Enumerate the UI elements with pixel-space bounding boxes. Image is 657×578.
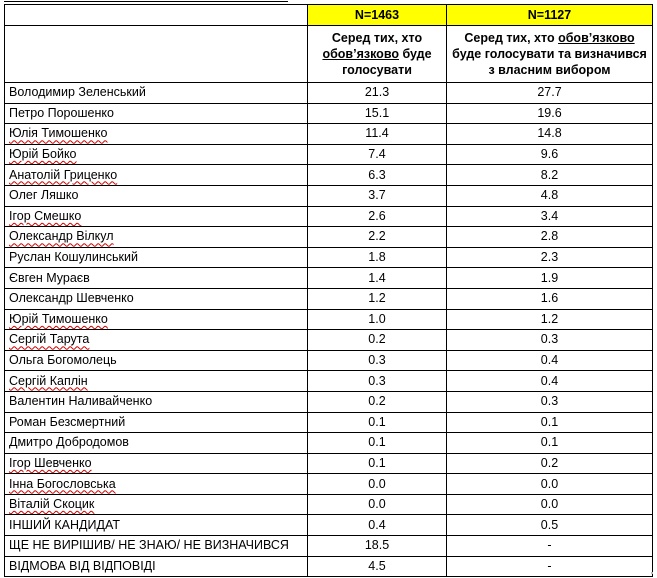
candidate-name-text: Юлія Тимошенко bbox=[9, 126, 108, 141]
value-col2: 1.0 bbox=[308, 309, 447, 330]
candidate-name: Олег Ляшко bbox=[5, 185, 308, 206]
candidate-name-text: Юрій Бойко bbox=[9, 147, 77, 162]
value-col2: 6.3 bbox=[308, 165, 447, 186]
top-rule bbox=[4, 1, 288, 2]
value-col2: 0.3 bbox=[308, 350, 447, 371]
candidate-name: Валентин Наливайченко bbox=[5, 391, 308, 412]
header-sub-col2 bbox=[308, 26, 447, 83]
value-col3: 1.6 bbox=[447, 288, 653, 309]
value-col2: 15.1 bbox=[308, 103, 447, 124]
value-col2: 2.6 bbox=[308, 206, 447, 227]
candidate-name: Дмитро Добродомов bbox=[5, 433, 308, 454]
value-col3: 19.6 bbox=[447, 103, 653, 124]
table-row bbox=[5, 268, 653, 289]
table-row bbox=[5, 288, 653, 309]
table-row bbox=[5, 206, 653, 227]
table-row bbox=[5, 371, 653, 392]
value-col2: 0.3 bbox=[308, 371, 447, 392]
candidate-name: Євген Мураєв bbox=[5, 268, 308, 289]
candidate-name: ІНШИЙ КАНДИДАТ bbox=[5, 515, 308, 536]
table-row bbox=[5, 83, 653, 104]
table-row bbox=[5, 103, 653, 124]
header-sub-blank bbox=[5, 26, 308, 83]
value-col2: 2.2 bbox=[308, 227, 447, 248]
corner-mark bbox=[651, 572, 653, 574]
candidate-name bbox=[5, 144, 308, 165]
value-col3: 3.4 bbox=[447, 206, 653, 227]
candidate-name: Роман Безсмертний bbox=[5, 412, 308, 433]
candidate-name-text: Сергій Тарута bbox=[9, 332, 90, 347]
value-col3: 0.0 bbox=[447, 494, 653, 515]
table-row bbox=[5, 453, 653, 474]
table-row bbox=[5, 330, 653, 351]
candidate-name bbox=[5, 494, 308, 515]
header-sub-col3 bbox=[447, 26, 653, 83]
value-col2: 0.1 bbox=[308, 412, 447, 433]
table-row bbox=[5, 536, 653, 557]
value-col2: 0.1 bbox=[308, 433, 447, 454]
table-row bbox=[5, 350, 653, 371]
value-col3: 0.2 bbox=[447, 453, 653, 474]
candidate-name-text: Ігор Шевченко bbox=[9, 455, 92, 470]
value-col3: 14.8 bbox=[447, 124, 653, 145]
value-col2: 1.2 bbox=[308, 288, 447, 309]
table-row bbox=[5, 391, 653, 412]
table-row bbox=[5, 227, 653, 248]
results-table-wrapper bbox=[4, 4, 653, 577]
value-col3: - bbox=[447, 556, 653, 577]
value-col2: 21.3 bbox=[308, 83, 447, 104]
value-col3: 2.3 bbox=[447, 247, 653, 268]
header-sub-col3-post: буде голосувати та визначився з власним вибором bbox=[452, 47, 647, 77]
value-col3: 0.1 bbox=[447, 412, 653, 433]
value-col3: 0.4 bbox=[447, 371, 653, 392]
value-col3: 27.7 bbox=[447, 83, 653, 104]
candidate-name: Руслан Кошулинський bbox=[5, 247, 308, 268]
candidate-name bbox=[5, 227, 308, 248]
table-row bbox=[5, 247, 653, 268]
table-row bbox=[5, 433, 653, 454]
header-n-col3: N=1127 bbox=[447, 5, 653, 26]
candidate-name-text: Сергій Каплін bbox=[9, 373, 88, 388]
candidate-name bbox=[5, 371, 308, 392]
header-sub-col3-underlined: обов’язково bbox=[558, 31, 635, 45]
value-col3: 2.8 bbox=[447, 227, 653, 248]
value-col2: 1.4 bbox=[308, 268, 447, 289]
table-row bbox=[5, 124, 653, 145]
value-col2: 0.0 bbox=[308, 494, 447, 515]
value-col2: 1.8 bbox=[308, 247, 447, 268]
candidate-name-text: Ігор Смешко bbox=[9, 208, 82, 223]
value-col3: 0.4 bbox=[447, 350, 653, 371]
header-sub-col2-underlined: обов’язково bbox=[322, 47, 399, 61]
value-col3: 4.8 bbox=[447, 185, 653, 206]
candidate-name: Олександр Шевченко bbox=[5, 288, 308, 309]
header-row-sub bbox=[5, 26, 653, 83]
candidate-name: ВІДМОВА ВІД ВІДПОВІДІ bbox=[5, 556, 308, 577]
value-col3: 0.1 bbox=[447, 433, 653, 454]
table-row bbox=[5, 515, 653, 536]
candidate-name: Петро Порошенко bbox=[5, 103, 308, 124]
candidate-name bbox=[5, 124, 308, 145]
value-col2: 11.4 bbox=[308, 124, 447, 145]
candidate-name bbox=[5, 309, 308, 330]
header-row-n bbox=[5, 5, 653, 26]
header-n-col2: N=1463 bbox=[308, 5, 447, 26]
value-col3: - bbox=[447, 536, 653, 557]
value-col2: 0.2 bbox=[308, 330, 447, 351]
value-col2: 0.1 bbox=[308, 453, 447, 474]
candidate-name: Ольга Богомолець bbox=[5, 350, 308, 371]
table-row bbox=[5, 144, 653, 165]
value-col3: 9.6 bbox=[447, 144, 653, 165]
table-row bbox=[5, 412, 653, 433]
table-row bbox=[5, 309, 653, 330]
table-row bbox=[5, 185, 653, 206]
table-row bbox=[5, 556, 653, 577]
header-sub-col2-pre: Серед тих, хто bbox=[331, 31, 423, 45]
candidate-name-text: Анатолій Гриценко bbox=[9, 167, 118, 182]
value-col2: 3.7 bbox=[308, 185, 447, 206]
header-blank-cell bbox=[5, 5, 308, 26]
value-col2: 7.4 bbox=[308, 144, 447, 165]
value-col2: 0.4 bbox=[308, 515, 447, 536]
results-table bbox=[4, 4, 653, 577]
value-col3: 8.2 bbox=[447, 165, 653, 186]
header-sub-col2-post: буде голосувати bbox=[342, 47, 432, 77]
value-col3: 0.3 bbox=[447, 330, 653, 351]
candidate-name bbox=[5, 474, 308, 495]
table-row bbox=[5, 494, 653, 515]
value-col2: 18.5 bbox=[308, 536, 447, 557]
value-col2: 0.2 bbox=[308, 391, 447, 412]
value-col3: 1.2 bbox=[447, 309, 653, 330]
value-col3: 1.9 bbox=[447, 268, 653, 289]
table-row bbox=[5, 165, 653, 186]
candidate-name: ЩЕ НЕ ВИРІШИВ/ НЕ ЗНАЮ/ НЕ ВИЗНАЧИВСЯ bbox=[5, 536, 308, 557]
candidate-name bbox=[5, 453, 308, 474]
candidate-name-text: Юрій Тимошенко bbox=[9, 311, 108, 326]
header-sub-col3-pre: Серед тих, хто bbox=[464, 31, 559, 45]
value-col3: 0.3 bbox=[447, 391, 653, 412]
candidate-name-text: Олександр Вілкул bbox=[9, 229, 114, 244]
candidate-name-text: Інна Богословська bbox=[9, 476, 116, 491]
value-col2: 4.5 bbox=[308, 556, 447, 577]
candidate-name: Володимир Зеленський bbox=[5, 83, 308, 104]
table-row bbox=[5, 474, 653, 495]
candidate-name bbox=[5, 330, 308, 351]
value-col2: 0.0 bbox=[308, 474, 447, 495]
candidate-name bbox=[5, 165, 308, 186]
candidate-name-text: Віталій Скоцик bbox=[9, 497, 95, 512]
value-col3: 0.0 bbox=[447, 474, 653, 495]
value-col3: 0.5 bbox=[447, 515, 653, 536]
candidate-name bbox=[5, 206, 308, 227]
